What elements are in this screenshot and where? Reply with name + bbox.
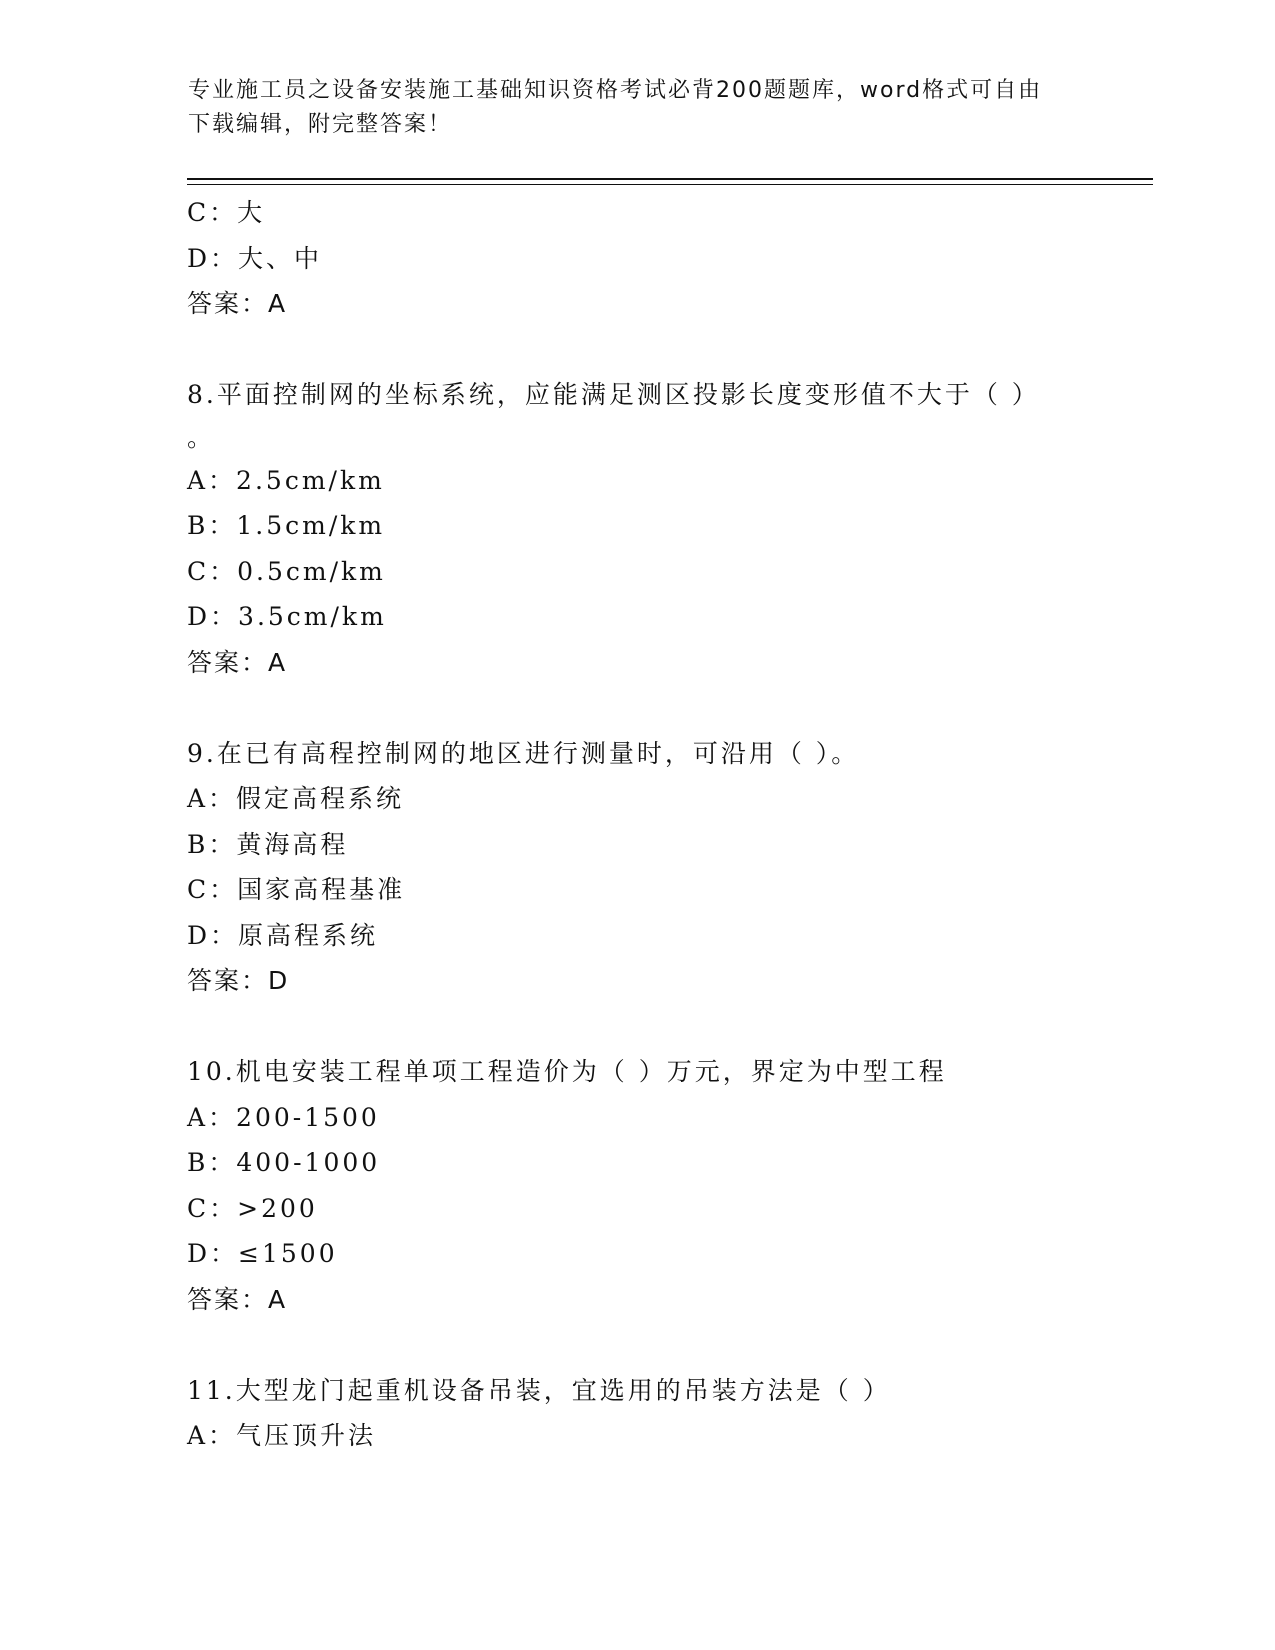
header-divider-thin <box>187 184 1153 185</box>
q9-stem: 9.在已有高程控制网的地区进行测量时，可沿用（ ）。 <box>187 738 860 768</box>
q9-option-b: B：黄海高程 <box>187 829 349 859</box>
q9-answer: 答案：D <box>187 966 290 995</box>
spacer <box>187 327 1117 373</box>
q7-option-d: D：大、中 <box>187 243 323 273</box>
spacer <box>187 685 1117 731</box>
q10-option-c: C：>200 <box>187 1193 318 1223</box>
q10-stem: 10.机电安装工程单项工程造价为（ ）万元，界定为中型工程 <box>187 1057 947 1086</box>
q10-option-d: D：≤1500 <box>187 1239 338 1268</box>
header-line-1: 专业施工员之设备安装施工基础知识资格考试必背200题题库，word格式可自由 <box>188 78 1043 103</box>
q10-answer: 答案：A <box>187 1284 288 1314</box>
q9-option-c: C：国家高程基准 <box>187 875 406 904</box>
q10-option-a: A：200-1500 <box>187 1102 380 1132</box>
document-body <box>187 190 1117 1459</box>
q11-option-a: A：气压顶升法 <box>187 1421 377 1450</box>
q8-option-b: B：1.5cm/km <box>187 511 386 540</box>
q9-option-d: D：原高程系统 <box>187 920 379 950</box>
q8-option-a: A：2.5cm/km <box>187 465 385 495</box>
q8-stem-continuation: 。 <box>187 422 216 452</box>
spacer <box>187 1322 1117 1368</box>
q8-option-c: C：0.5cm/km <box>187 556 386 586</box>
q10-option-b: B：400-1000 <box>187 1148 381 1177</box>
q9-option-a: A：假定高程系统 <box>187 784 405 813</box>
q8-option-d: D：3.5cm/km <box>187 602 387 631</box>
header-divider-thick <box>187 178 1153 180</box>
header-line-2: 下载编辑，附完整答案！ <box>188 112 453 137</box>
q11-stem: 11.大型龙门起重机设备吊装，宜选用的吊装方法是（ ） <box>187 1375 891 1405</box>
q7-answer: 答案：A <box>187 289 288 318</box>
spacer <box>187 1004 1117 1050</box>
q8-stem: 8.平面控制网的坐标系统，应能满足测区投影长度变形值不大于（ ） <box>187 380 1040 409</box>
document-header <box>188 74 1088 142</box>
q7-option-c: C：大 <box>187 198 266 227</box>
q8-answer: 答案：A <box>187 647 288 677</box>
